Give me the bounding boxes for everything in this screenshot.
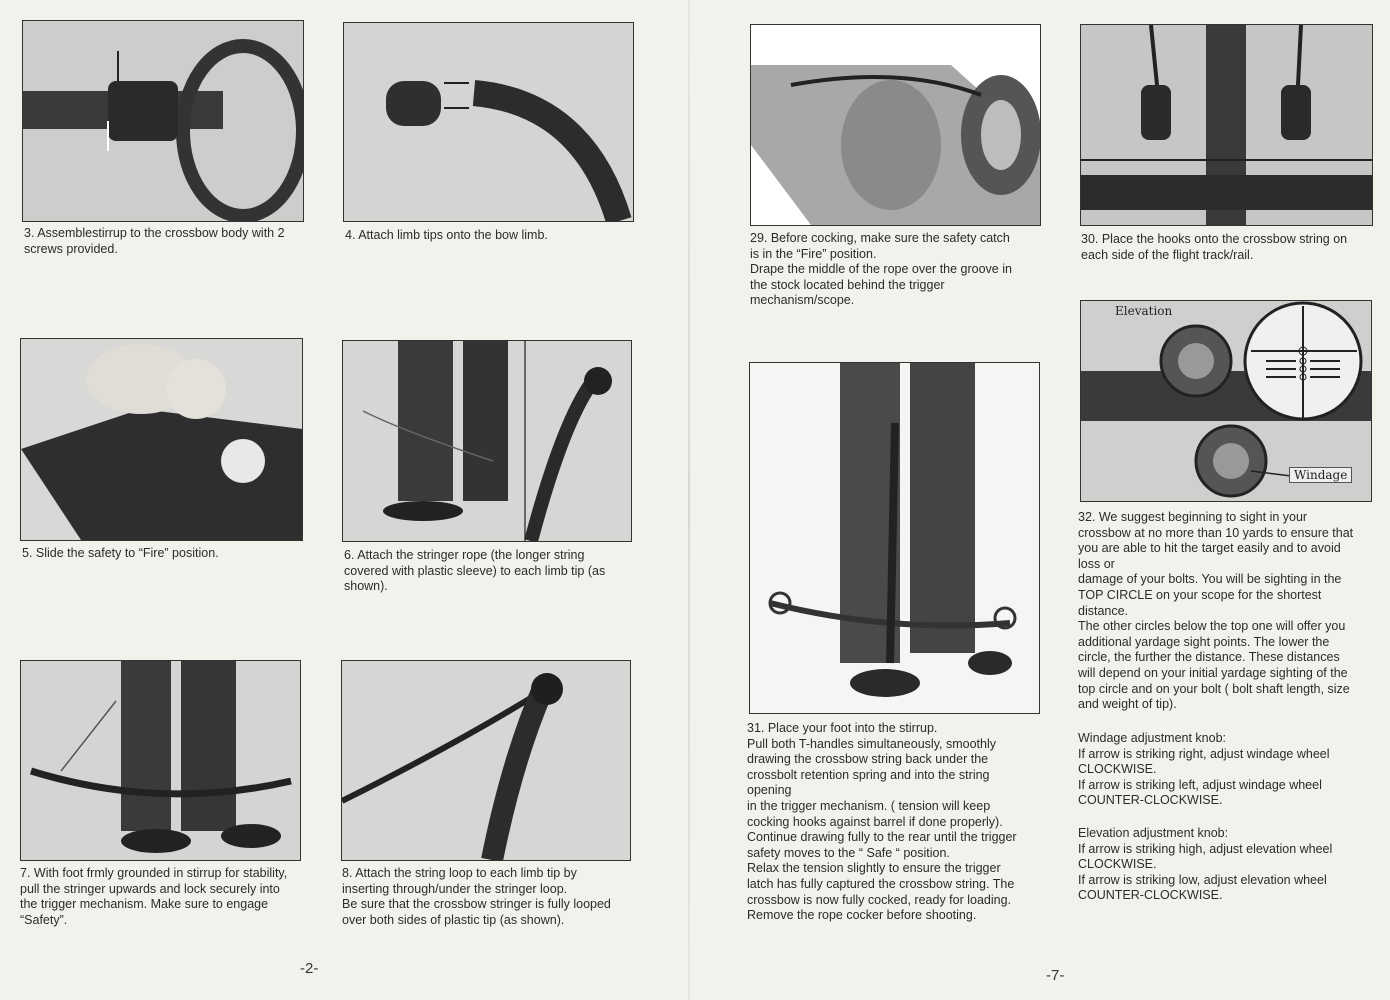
page-number-left: -2- — [300, 960, 319, 977]
foot-in-stirrup-photo — [20, 660, 301, 861]
step-7-caption: 7. With foot frmly grounded in stirrup for stability, pull the stringer upwards and lock securely into the trigger mechanism. Make sure to engage “Safety”. — [20, 866, 288, 927]
windage-adjustment-text: Windage adjustment knob: If arrow is striking right, adjust windage wheel CLOCKWISE. If arrow is striking left, adjust windage wheel COUNTER-CLOCKWISE. — [1078, 731, 1330, 808]
step-4-caption: 4. Attach limb tips onto the bow limb. — [345, 228, 548, 242]
step-5-caption: 5. Slide the safety to “Fire” position. — [22, 546, 219, 560]
step-31-caption: 31. Place your foot into the stirrup. Pull both T-handles simultaneously, smoothly drawing the crossbow string back under the crossbolt retention spring and into the string opening in the trigger mechanism. ( tension will keep cocking hooks against barrel if done properly). Continue drawing fully to the rear until the trigger safety moves to the “ Safe “ position. Relax the tension slightly to ensure the trigger latch has fully captured the crossbow string. The crossbow is now fully cocked, ready for loading. Remove the rope cocker before shooting. — [747, 721, 1017, 923]
rope-cocker-groove-photo — [750, 24, 1041, 226]
cocking-standing-photo — [749, 362, 1040, 714]
scope-photo — [1080, 300, 1372, 502]
step-29-caption: 29. Before cocking, make sure the safety catch is in the “Fire” position. Drape the middle of the rope over the groove in the stock located behind the trigger mechanism/scope. — [750, 231, 1012, 308]
elevation-label: Elevation — [1115, 304, 1173, 318]
hooks-on-string-photo — [1080, 24, 1373, 226]
step-8-caption: 8. Attach the string loop to each limb tip by inserting through/under the stringer loop. Be sure that the crossbow stringer is fully looped over both sides of plastic tip (as shown). — [342, 866, 611, 927]
elevation-adjustment-text: Elevation adjustment knob: If arrow is striking high, adjust elevation wheel CLOCKWISE. If arrow is striking low, adjust elevation wheel COUNTER-CLOCKWISE. — [1078, 826, 1333, 903]
stirrup-assembly-photo — [22, 20, 304, 222]
limb-tip-photo — [343, 22, 634, 222]
page-fold — [688, 0, 690, 1000]
step-30-caption: 30. Place the hooks onto the crossbow string on each side of the flight track/rail. — [1081, 232, 1348, 262]
page-number-right: -7- — [1046, 967, 1065, 984]
safety-slide-photo — [20, 338, 303, 541]
step-6-caption: 6. Attach the stringer rope (the longer string covered with plastic sleeve) to each limb tip (as shown). — [344, 548, 606, 594]
step-3-caption: 3. Assemblestirrup to the crossbow body with 2 screws provided. — [24, 226, 285, 256]
windage-label: Windage — [1289, 467, 1352, 483]
string-loop-photo — [341, 660, 631, 861]
step-32-caption: 32. We suggest beginning to sight in your crossbow at no more than 10 yards to ensure that you are able to hit the target easily and to avoid loss or damage of your bolts. You will be sighting in the TOP CIRCLE on your scope for the shortest distance. The other circles below the top one will offer you additional yardage sight points. The lower the circle, the further the distance. These distances will depend on your initial yardage sighting of the top circle and on your bolt ( bolt shaft length, size and weight of tip). — [1078, 510, 1354, 712]
stringer-rope-photo — [342, 340, 632, 542]
